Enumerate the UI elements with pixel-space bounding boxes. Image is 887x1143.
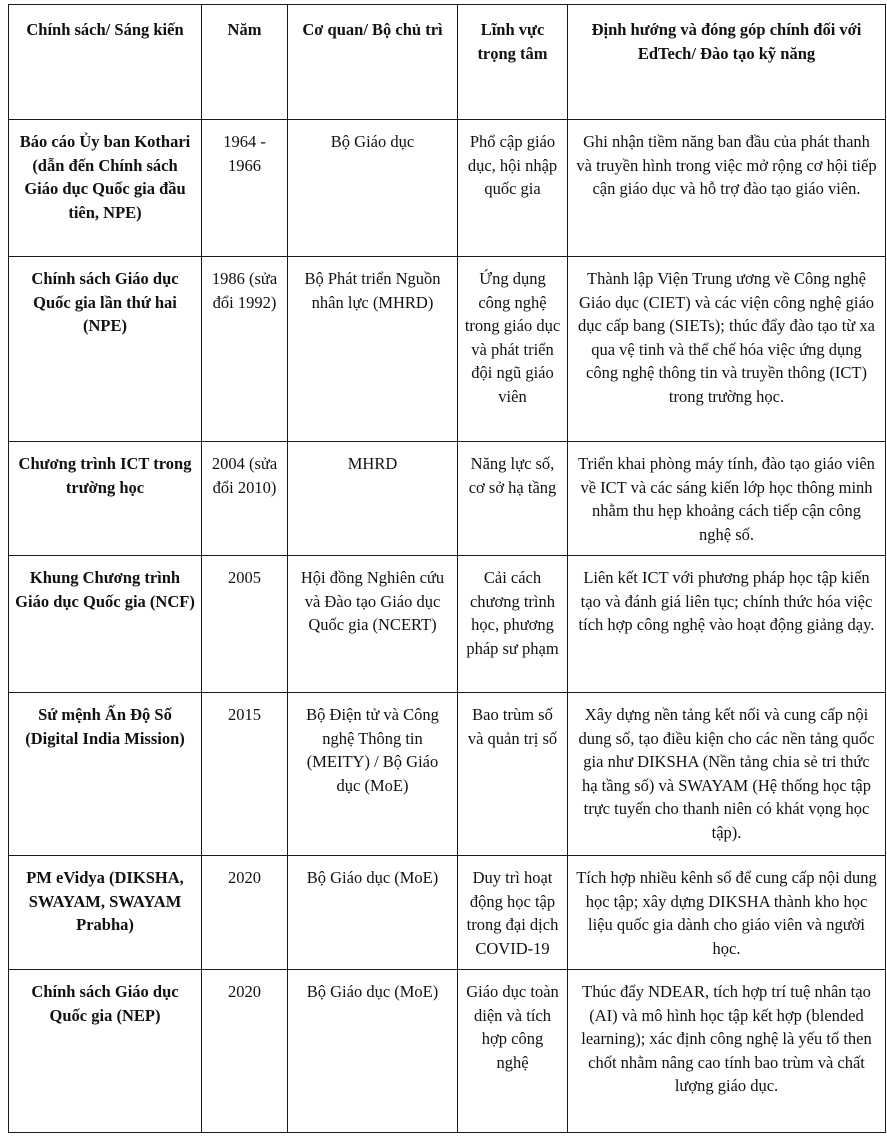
- table-row: [9, 442, 886, 556]
- cell-focus: Cải cách chương trình học, phương pháp sư phạm: [458, 556, 568, 693]
- cell-year: 2020: [202, 970, 288, 1133]
- cell-policy: Chương trình ICT trong trường học: [9, 442, 202, 556]
- cell-year: 2020: [202, 856, 288, 970]
- header-contribution: Định hướng và đóng góp chính đối với EdTech/ Đào tạo kỹ năng: [568, 5, 886, 120]
- cell-policy: PM eVidya (DIKSHA, SWAYAM, SWAYAM Prabha): [9, 856, 202, 970]
- cell-contribution: Triển khai phòng máy tính, đào tạo giáo viên về ICT và các sáng kiến lớp học thông minh nhằm thu hẹp khoảng cách tiếp cận công nghệ số.: [568, 442, 886, 556]
- header-policy: Chính sách/ Sáng kiến: [9, 5, 202, 120]
- cell-year: 1986 (sửa đổi 1992): [202, 257, 288, 442]
- table-row: [9, 970, 886, 1133]
- table-header-row: [9, 5, 886, 120]
- cell-contribution: Ghi nhận tiềm năng ban đầu của phát thanh và truyền hình trong việc mở rộng cơ hội tiếp cận giáo dục và hỗ trợ đào tạo giáo viên.: [568, 120, 886, 257]
- table-row: [9, 120, 886, 257]
- cell-contribution: Thúc đẩy NDEAR, tích hợp trí tuệ nhân tạo (AI) và mô hình học tập kết hợp (blended learning); xác định công nghệ là yếu tố then chốt nhằm nâng cao tính bao trùm và chất lượng giáo dục.: [568, 970, 886, 1133]
- cell-policy: Chính sách Giáo dục Quốc gia (NEP): [9, 970, 202, 1133]
- cell-agency: Bộ Phát triển Nguồn nhân lực (MHRD): [288, 257, 458, 442]
- header-focus: Lĩnh vực trọng tâm: [458, 5, 568, 120]
- cell-focus: Phổ cập giáo dục, hội nhập quốc gia: [458, 120, 568, 257]
- table-row: [9, 693, 886, 856]
- cell-focus: Duy trì hoạt động học tập trong đại dịch COVID-19: [458, 856, 568, 970]
- cell-year: 2005: [202, 556, 288, 693]
- cell-contribution: Xây dựng nền tảng kết nối và cung cấp nội dung số, tạo điều kiện cho các nền tảng quốc gia như DIKSHA (Nền tảng chia sẻ tri thức hạ tầng số) và SWAYAM (Hệ thống học tập trực tuyến cho thanh niên có khát vọng học tập).: [568, 693, 886, 856]
- cell-agency: Hội đồng Nghiên cứu và Đào tạo Giáo dục Quốc gia (NCERT): [288, 556, 458, 693]
- cell-agency: Bộ Giáo dục (MoE): [288, 970, 458, 1133]
- table-row: [9, 556, 886, 693]
- policy-table: [8, 4, 886, 1133]
- cell-contribution: Tích hợp nhiều kênh số để cung cấp nội dung học tập; xây dựng DIKSHA thành kho học liệu quốc gia dành cho giáo viên và người học.: [568, 856, 886, 970]
- cell-year: 2004 (sửa đổi 2010): [202, 442, 288, 556]
- cell-agency: Bộ Giáo dục (MoE): [288, 856, 458, 970]
- cell-focus: Bao trùm số và quản trị số: [458, 693, 568, 856]
- table-row: [9, 257, 886, 442]
- cell-focus: Ứng dụng công nghệ trong giáo dục và phát triển đội ngũ giáo viên: [458, 257, 568, 442]
- cell-year: 1964 - 1966: [202, 120, 288, 257]
- cell-agency: MHRD: [288, 442, 458, 556]
- cell-agency: Bộ Điện tử và Công nghệ Thông tin (MEITY) / Bộ Giáo dục (MoE): [288, 693, 458, 856]
- cell-contribution: Thành lập Viện Trung ương về Công nghệ Giáo dục (CIET) và các viện công nghệ giáo dục cấp bang (SIETs); thúc đẩy đào tạo từ xa qua vệ tinh và thể chế hóa việc ứng dụng công nghệ thông tin và truyền thông (ICT) trong trường học.: [568, 257, 886, 442]
- cell-contribution: Liên kết ICT với phương pháp học tập kiến tạo và đánh giá liên tục; chính thức hóa việc tích hợp công nghệ vào hoạt động giảng dạy.: [568, 556, 886, 693]
- cell-policy: Khung Chương trình Giáo dục Quốc gia (NCF): [9, 556, 202, 693]
- cell-policy: Chính sách Giáo dục Quốc gia lần thứ hai (NPE): [9, 257, 202, 442]
- cell-agency: Bộ Giáo dục: [288, 120, 458, 257]
- cell-policy: Sứ mệnh Ấn Độ Số (Digital India Mission): [9, 693, 202, 856]
- header-agency: Cơ quan/ Bộ chủ trì: [288, 5, 458, 120]
- table-row: [9, 856, 886, 970]
- cell-focus: Giáo dục toàn diện và tích hợp công nghệ: [458, 970, 568, 1133]
- cell-year: 2015: [202, 693, 288, 856]
- header-year: Năm: [202, 5, 288, 120]
- cell-focus: Năng lực số, cơ sở hạ tầng: [458, 442, 568, 556]
- cell-policy: Báo cáo Ủy ban Kothari (dẫn đến Chính sách Giáo dục Quốc gia đầu tiên, NPE): [9, 120, 202, 257]
